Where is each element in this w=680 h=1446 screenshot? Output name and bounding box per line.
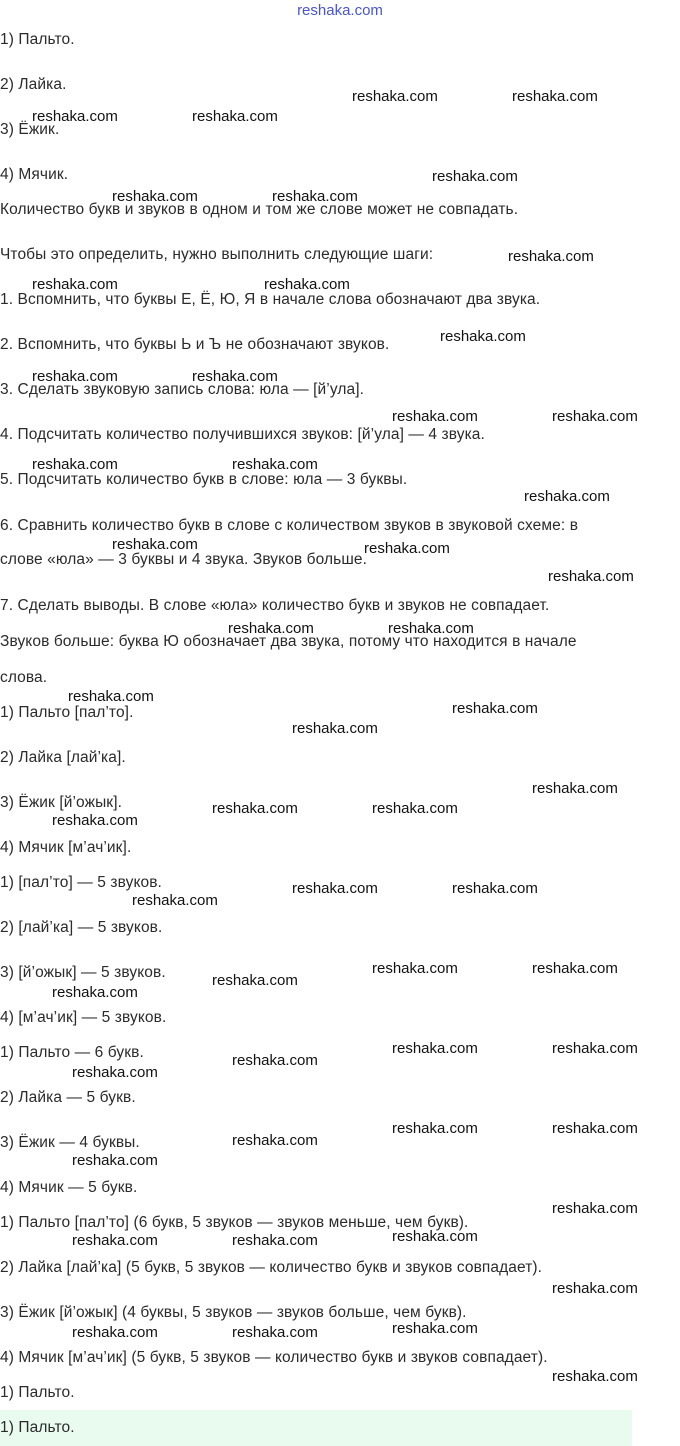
watermark: reshaka.com [452,880,538,897]
watermark: reshaka.com [232,456,318,473]
watermark: reshaka.com [52,984,138,1001]
watermark: reshaka.com [264,276,350,293]
watermark: reshaka.com [552,1368,638,1385]
watermark: reshaka.com [72,1232,158,1249]
watermark: reshaka.com [132,892,218,909]
transcription-line: 3) Ёжик [й’ожык]. [0,794,123,811]
transcription-line: 4) Мячик [м’ач’ик]. [0,839,132,856]
option-line: 1) Пальто. [0,31,75,48]
text-line: Чтобы это определить, нужно выполнить следующие шаги: [0,246,434,263]
watermark: reshaka.com [212,972,298,989]
watermark: reshaka.com [364,540,450,557]
watermark: reshaka.com [112,536,198,553]
watermark: reshaka.com [32,108,118,125]
comparison-line: 1) Пальто [пал’то] (6 букв, 5 звуков — звуков меньше, чем букв). [0,1214,469,1231]
watermark: reshaka.com [52,812,138,829]
watermark: reshaka.com [272,188,358,205]
watermark: reshaka.com [392,408,478,425]
watermark: reshaka.com [292,880,378,897]
watermark: reshaka.com [552,1040,638,1057]
watermark: reshaka.com [192,368,278,385]
watermark: reshaka.com [552,1120,638,1137]
watermark: reshaka.com [72,1152,158,1169]
step-line: Звуков больше: буква Ю обозначает два звука, потому что находится в начале [0,633,577,650]
watermark: reshaka.com [372,960,458,977]
sound-count-line: 2) [лай’ка] — 5 звуков. [0,919,163,936]
letter-count-line: 1) Пальто — 6 букв. [0,1044,144,1061]
option-line: 3) Ёжик. [0,121,60,138]
watermark: reshaka.com [192,108,278,125]
watermark: reshaka.com [392,1120,478,1137]
sound-count-line: 1) [пал’то] — 5 звуков. [0,874,162,891]
watermark: reshaka.com [508,248,594,265]
watermark: reshaka.com [212,800,298,817]
letter-count-line: 2) Лайка — 5 букв. [0,1089,136,1106]
watermark: reshaka.com [32,368,118,385]
option-line: 4) Мячик. [0,166,69,183]
watermark: reshaka.com [232,1052,318,1069]
watermark: reshaka.com [440,328,526,345]
watermark: reshaka.com [548,568,634,585]
transcription-line: 2) Лайка [лай’ка]. [0,749,126,766]
watermark: reshaka.com [68,688,154,705]
watermark: reshaka.com [532,960,618,977]
watermark: reshaka.com [392,1228,478,1245]
watermark: reshaka.com [552,1200,638,1217]
watermark: reshaka.com [388,620,474,637]
watermark: reshaka.com [552,408,638,425]
watermark: reshaka.com [72,1064,158,1081]
step-line: слова. [0,669,48,686]
watermark: reshaka.com [228,620,314,637]
watermark: reshaka.com [524,488,610,505]
watermark: reshaka.com [392,1320,478,1337]
comparison-line: 3) Ёжик [й’ожык] (4 буквы, 5 звуков — звуков больше, чем букв). [0,1304,467,1321]
final-answer-line: 1) Пальто. [0,1419,75,1436]
watermark: reshaka.com [72,1324,158,1341]
text-line: Количество букв и звуков в одном и том же слове может не совпадать. [0,201,519,218]
option-line: 2) Лайка. [0,76,67,93]
watermark: reshaka.com [372,800,458,817]
watermark: reshaka.com [232,1132,318,1149]
watermark: reshaka.com [352,88,438,105]
watermark: reshaka.com [532,780,618,797]
sound-count-line: 3) [й’ожык] — 5 звуков. [0,964,166,981]
watermark: reshaka.com [552,1280,638,1297]
watermark: reshaka.com [232,1324,318,1341]
watermark: reshaka.com [432,168,518,185]
step-line: 6. Сравнить количество букв в слове с количеством звуков в звуковой схеме: в [0,517,579,534]
watermark: reshaka.com [112,188,198,205]
step-line: 5. Подсчитать количество букв в слове: юла — 3 буквы. [0,471,408,488]
letter-count-line: 4) Мячик — 5 букв. [0,1179,138,1196]
comparison-line: 4) Мячик [м’ач’ик] (5 букв, 5 звуков — количество букв и звуков совпадает). [0,1349,548,1366]
watermark: reshaka.com [232,1232,318,1249]
watermark: reshaka.com [292,720,378,737]
answer-line: 1) Пальто. [0,1384,75,1401]
transcription-line: 1) Пальто [пал’то]. [0,704,134,721]
step-line: 1. Вспомнить, что буквы Е, Ё, Ю, Я в начале слова обозначают два звука. [0,291,541,308]
letter-count-line: 3) Ёжик — 4 буквы. [0,1134,140,1151]
step-line: 4. Подсчитать количество получившихся звуков: [й’ула] — 4 звука. [0,426,485,443]
step-line: 2. Вспомнить, что буквы Ь и Ъ не обозначают звуков. [0,336,390,353]
watermark: reshaka.com [512,88,598,105]
watermark: reshaka.com [32,456,118,473]
site-header-link[interactable]: reshaka.com [297,2,383,19]
sound-count-line: 4) [м’ач’ик] — 5 звуков. [0,1009,167,1026]
step-line: 7. Сделать выводы. В слове «юла» количество букв и звуков не совпадает. [0,597,550,614]
step-line: 3. Сделать звуковую запись слова: юла — [й’ула]. [0,381,365,398]
watermark: reshaka.com [392,1040,478,1057]
comparison-line: 2) Лайка [лай’ка] (5 букв, 5 звуков — количество букв и звуков совпадает). [0,1259,543,1276]
step-line: слове «юла» — 3 буквы и 4 звука. Звуков больше. [0,551,368,568]
watermark: reshaka.com [452,700,538,717]
watermark: reshaka.com [32,276,118,293]
